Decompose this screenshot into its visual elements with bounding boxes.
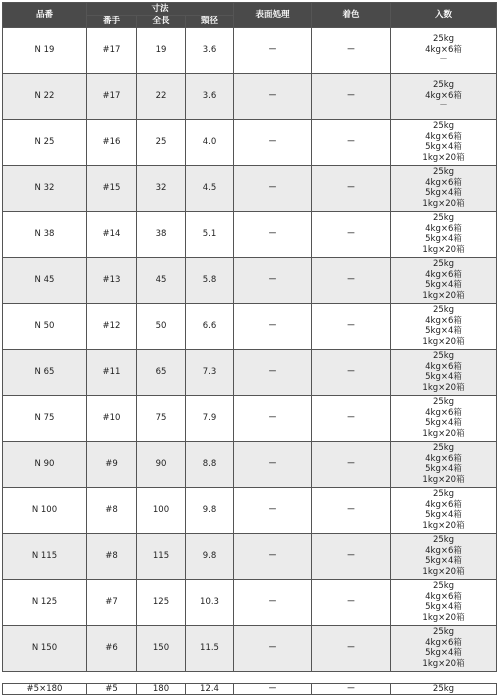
irisu-line: 1kg×20箱	[422, 474, 465, 485]
irisu-line: 4kg×6箱	[425, 177, 462, 188]
cell-keikei: 7.3	[186, 349, 234, 395]
cell-keikei: 10.3	[186, 579, 234, 625]
cell-irisu	[391, 73, 497, 119]
cell-bante: #8	[87, 533, 137, 579]
irisu-line: 4kg×6箱	[425, 315, 462, 326]
cell-hinban: N 50	[3, 303, 87, 349]
irisu-line: 4kg×6箱	[425, 637, 462, 648]
cell-bante: #6	[87, 625, 137, 671]
irisu-line: －	[439, 101, 448, 112]
cell-irisu	[391, 395, 497, 441]
irisu-line: 1kg×20箱	[422, 244, 465, 255]
irisu-line: 5kg×4箱	[425, 234, 462, 244]
cell-keikei: 4.0	[186, 119, 234, 165]
irisu-line: 4kg×6箱	[425, 591, 462, 602]
irisu-line: 5kg×4箱	[425, 510, 462, 520]
table-header	[3, 3, 497, 28]
cell-hinban: N 65	[3, 349, 87, 395]
irisu-line: 1kg×20箱	[422, 198, 465, 209]
irisu-line: 5kg×4箱	[425, 602, 462, 612]
cell-hinban: N 75	[3, 395, 87, 441]
cell-chakushoku: －	[312, 165, 391, 211]
table-row	[3, 533, 497, 579]
cell-hinban: N 19	[3, 27, 87, 73]
table-body	[3, 27, 497, 671]
cell-hinban: N 150	[3, 625, 87, 671]
irisu-line: 25kg	[432, 351, 455, 361]
cell-zencho: 150	[137, 625, 186, 671]
cell-irisu	[391, 533, 497, 579]
irisu-line: 4kg×6箱	[425, 223, 462, 234]
table-row	[3, 27, 497, 73]
cell-bante: #12	[87, 303, 137, 349]
cell-chakushoku: －	[312, 625, 391, 671]
table-row	[3, 211, 497, 257]
cell-bante: #8	[87, 487, 137, 533]
irisu-line: 4kg×6箱	[425, 90, 462, 101]
cell-hinban: #5×180	[3, 684, 87, 695]
irisu-line: 4kg×6箱	[425, 131, 462, 142]
cell-zencho: 65	[137, 349, 186, 395]
cell-hyomen: －	[234, 395, 312, 441]
cell-hyomen: －	[234, 303, 312, 349]
cell-chakushoku: －	[312, 487, 391, 533]
irisu-line: 25kg	[432, 443, 455, 453]
irisu-line: 5kg×4箱	[425, 326, 462, 336]
cell-bante: #17	[87, 27, 137, 73]
irisu-line: 1kg×20箱	[422, 382, 465, 393]
cell-hinban: N 100	[3, 487, 87, 533]
cell-zencho: 180	[137, 684, 186, 695]
cell-irisu	[391, 303, 497, 349]
cell-irisu	[391, 165, 497, 211]
cell-chakushoku: －	[312, 395, 391, 441]
cell-bante: #17	[87, 73, 137, 119]
cell-keikei: 8.8	[186, 441, 234, 487]
cell-hyomen: －	[234, 441, 312, 487]
cell-irisu	[391, 211, 497, 257]
table-row	[3, 303, 497, 349]
cell-zencho: 50	[137, 303, 186, 349]
cell-hyomen: －	[234, 684, 312, 695]
irisu-line: 5kg×4箱	[425, 188, 462, 198]
cell-chakushoku: －	[312, 27, 391, 73]
cell-bante: #15	[87, 165, 137, 211]
cell-irisu	[391, 625, 497, 671]
irisu-line: 25kg	[432, 305, 455, 315]
cell-bante: #11	[87, 349, 137, 395]
cell-hyomen: －	[234, 487, 312, 533]
cell-irisu	[391, 487, 497, 533]
cell-irisu	[391, 579, 497, 625]
irisu-line: 1kg×20箱	[422, 428, 465, 439]
cell-bante: #7	[87, 579, 137, 625]
extra-row	[3, 684, 497, 695]
table-row	[3, 165, 497, 211]
cell-hyomen: －	[234, 257, 312, 303]
header-hyomen: 表面処理	[234, 3, 312, 28]
irisu-line: 4kg×6箱	[425, 361, 462, 372]
cell-zencho: 19	[137, 27, 186, 73]
cell-irisu	[391, 441, 497, 487]
irisu-line: －	[439, 55, 448, 66]
irisu-line: 5kg×4箱	[425, 648, 462, 658]
cell-chakushoku: －	[312, 684, 391, 695]
table-row	[3, 119, 497, 165]
irisu-line: 4kg×6箱	[425, 44, 462, 55]
header-bante: 番手	[87, 16, 137, 28]
header-keikei: 頸径	[186, 16, 234, 28]
cell-bante: #13	[87, 257, 137, 303]
irisu-line: 4kg×6箱	[425, 407, 462, 418]
cell-hyomen: －	[234, 119, 312, 165]
irisu-line: 25kg	[432, 34, 455, 45]
table-row	[3, 257, 497, 303]
cell-hyomen: －	[234, 73, 312, 119]
irisu-line: 25kg	[432, 581, 455, 591]
irisu-line: 1kg×20箱	[422, 152, 465, 163]
cell-bante: #5	[87, 684, 137, 695]
cell-hyomen: －	[234, 211, 312, 257]
table-row	[3, 349, 497, 395]
table-row	[3, 625, 497, 671]
cell-hyomen: －	[234, 27, 312, 73]
irisu-line: 5kg×4箱	[425, 464, 462, 474]
cell-keikei: 9.8	[186, 533, 234, 579]
table-row	[3, 487, 497, 533]
table-row	[3, 579, 497, 625]
cell-zencho: 22	[137, 73, 186, 119]
cell-hyomen: －	[234, 165, 312, 211]
cell-irisu	[391, 349, 497, 395]
irisu-line: 25kg	[432, 167, 455, 177]
cell-keikei: 6.6	[186, 303, 234, 349]
cell-zencho: 115	[137, 533, 186, 579]
header-zencho: 全長	[137, 16, 186, 28]
header-sunpo: 寸法	[87, 3, 234, 16]
irisu-line: 5kg×4箱	[425, 280, 462, 290]
cell-zencho: 38	[137, 211, 186, 257]
cell-chakushoku: －	[312, 579, 391, 625]
cell-bante: #16	[87, 119, 137, 165]
cell-keikei: 5.8	[186, 257, 234, 303]
irisu-line: 25kg	[432, 213, 455, 223]
irisu-line: 25kg	[432, 489, 455, 499]
cell-hyomen: －	[234, 349, 312, 395]
irisu-line: 1kg×20箱	[422, 290, 465, 301]
cell-chakushoku: －	[312, 119, 391, 165]
header-irisu: 入数	[391, 3, 497, 28]
irisu-line: 5kg×4箱	[425, 142, 462, 152]
cell-irisu: 25kg	[391, 684, 497, 695]
irisu-line: 25kg	[432, 535, 455, 545]
cell-chakushoku: －	[312, 349, 391, 395]
cell-irisu	[391, 27, 497, 73]
irisu-line: 1kg×20箱	[422, 520, 465, 531]
cell-keikei: 11.5	[186, 625, 234, 671]
cell-keikei: 3.6	[186, 27, 234, 73]
cell-hinban: N 25	[3, 119, 87, 165]
cell-hinban: N 90	[3, 441, 87, 487]
irisu-line: 25kg	[432, 627, 455, 637]
cell-bante: #9	[87, 441, 137, 487]
cell-zencho: 100	[137, 487, 186, 533]
irisu-line: 4kg×6箱	[425, 545, 462, 556]
cell-irisu	[391, 257, 497, 303]
irisu-line: 1kg×20箱	[422, 658, 465, 669]
cell-zencho: 125	[137, 579, 186, 625]
cell-chakushoku: －	[312, 441, 391, 487]
irisu-line: 5kg×4箱	[425, 556, 462, 566]
irisu-line: 4kg×6箱	[425, 269, 462, 280]
spec-table	[2, 2, 497, 672]
cell-zencho: 25	[137, 119, 186, 165]
irisu-line: 25kg	[432, 80, 455, 91]
cell-keikei: 5.1	[186, 211, 234, 257]
cell-zencho: 32	[137, 165, 186, 211]
cell-irisu	[391, 119, 497, 165]
cell-bante: #10	[87, 395, 137, 441]
irisu-line: 25kg	[432, 259, 455, 269]
irisu-line: 25kg	[432, 121, 455, 131]
cell-hyomen: －	[234, 579, 312, 625]
cell-keikei: 7.9	[186, 395, 234, 441]
cell-keikei: 9.8	[186, 487, 234, 533]
irisu-line: 5kg×4箱	[425, 372, 462, 382]
irisu-line: 4kg×6箱	[425, 453, 462, 464]
cell-chakushoku: －	[312, 303, 391, 349]
cell-hinban: N 32	[3, 165, 87, 211]
header-chakushoku: 着色	[312, 3, 391, 28]
cell-hinban: N 38	[3, 211, 87, 257]
cell-hinban: N 22	[3, 73, 87, 119]
irisu-line: 25kg	[432, 397, 455, 407]
cell-keikei: 3.6	[186, 73, 234, 119]
cell-hyomen: －	[234, 533, 312, 579]
cell-zencho: 75	[137, 395, 186, 441]
cell-keikei: 4.5	[186, 165, 234, 211]
irisu-line: 1kg×20箱	[422, 566, 465, 577]
cell-hinban: N 45	[3, 257, 87, 303]
irisu-line: 1kg×20箱	[422, 336, 465, 347]
extra-table	[2, 683, 497, 695]
cell-hinban: N 125	[3, 579, 87, 625]
irisu-line: 4kg×6箱	[425, 499, 462, 510]
table-row	[3, 441, 497, 487]
cell-bante: #14	[87, 211, 137, 257]
cell-chakushoku: －	[312, 257, 391, 303]
cell-keikei: 12.4	[186, 684, 234, 695]
cell-chakushoku: －	[312, 211, 391, 257]
cell-hinban: N 115	[3, 533, 87, 579]
header-hinban: 品番	[3, 3, 87, 28]
table-row	[3, 73, 497, 119]
cell-chakushoku: －	[312, 73, 391, 119]
cell-chakushoku: －	[312, 533, 391, 579]
cell-zencho: 45	[137, 257, 186, 303]
table-row	[3, 395, 497, 441]
cell-hyomen: －	[234, 625, 312, 671]
cell-zencho: 90	[137, 441, 186, 487]
irisu-line: 1kg×20箱	[422, 612, 465, 623]
irisu-line: 5kg×4箱	[425, 418, 462, 428]
